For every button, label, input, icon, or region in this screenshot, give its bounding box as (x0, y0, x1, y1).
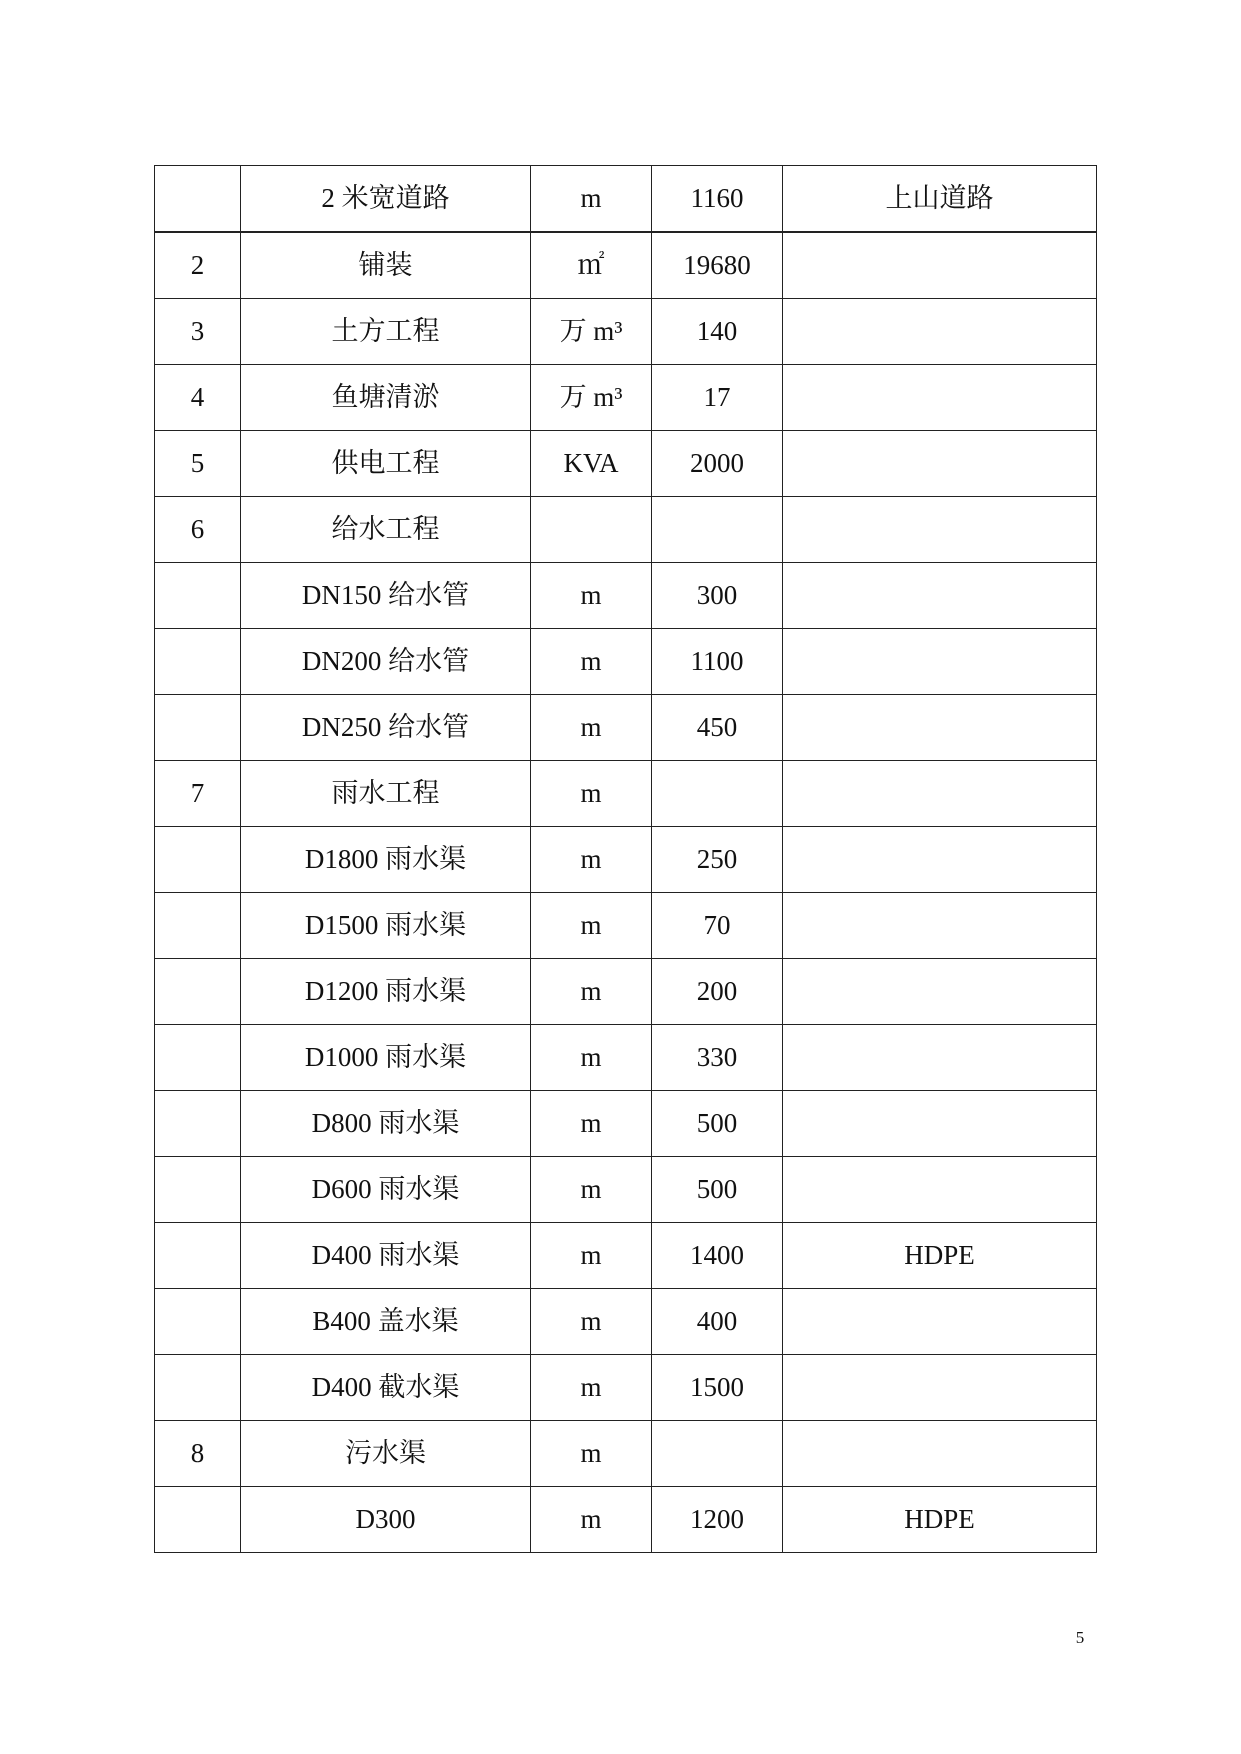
quantity-cell: 2000 (652, 431, 783, 497)
table-row (155, 166, 1097, 233)
unit-cell: m (531, 959, 652, 1025)
note-cell (783, 232, 1097, 299)
quantity-cell: 70 (652, 893, 783, 959)
note-cell (783, 497, 1097, 563)
quantity-cell: 250 (652, 827, 783, 893)
row-number-cell (155, 629, 241, 695)
note-cell (783, 695, 1097, 761)
quantity-cell: 19680 (652, 232, 783, 299)
note-cell (783, 827, 1097, 893)
table-row (155, 827, 1097, 893)
row-number-cell (155, 563, 241, 629)
note-cell (783, 1289, 1097, 1355)
note-cell: 上山道路 (783, 166, 1097, 233)
item-name-cell: B400 盖水渠 (241, 1289, 531, 1355)
item-name-cell: 污水渠 (241, 1421, 531, 1487)
row-number-cell (155, 827, 241, 893)
table-row (155, 431, 1097, 497)
item-name-cell: D400 截水渠 (241, 1355, 531, 1421)
row-number-cell (155, 1091, 241, 1157)
table-row (155, 1487, 1097, 1553)
table-row (155, 232, 1097, 299)
item-name-cell: DN200 给水管 (241, 629, 531, 695)
note-cell (783, 1421, 1097, 1487)
quantity-cell: 1500 (652, 1355, 783, 1421)
unit-cell: m (531, 893, 652, 959)
item-name-cell: D1000 雨水渠 (241, 1025, 531, 1091)
row-number-cell: 5 (155, 431, 241, 497)
note-cell (783, 365, 1097, 431)
note-cell (783, 761, 1097, 827)
unit-cell: m (531, 1091, 652, 1157)
quantity-cell (652, 1421, 783, 1487)
unit-cell: m (531, 629, 652, 695)
quantity-cell (652, 761, 783, 827)
unit-cell: 万 m³ (531, 365, 652, 431)
table-row (155, 563, 1097, 629)
quantity-cell: 300 (652, 563, 783, 629)
unit-cell: ㎡ (531, 232, 652, 299)
quantity-cell: 140 (652, 299, 783, 365)
note-cell (783, 1025, 1097, 1091)
quantity-cell: 200 (652, 959, 783, 1025)
table-row (155, 959, 1097, 1025)
table-row (155, 893, 1097, 959)
table-row (155, 629, 1097, 695)
unit-cell: m (531, 695, 652, 761)
item-name-cell: DN150 给水管 (241, 563, 531, 629)
unit-cell: m (531, 1157, 652, 1223)
row-number-cell (155, 1289, 241, 1355)
item-name-cell: D1800 雨水渠 (241, 827, 531, 893)
unit-cell: m (531, 563, 652, 629)
item-name-cell: D1500 雨水渠 (241, 893, 531, 959)
unit-cell: KVA (531, 431, 652, 497)
row-number-cell (155, 959, 241, 1025)
item-name-cell: 土方工程 (241, 299, 531, 365)
unit-cell: m (531, 1421, 652, 1487)
item-name-cell: 给水工程 (241, 497, 531, 563)
note-cell: HDPE (783, 1487, 1097, 1553)
item-name-cell: D300 (241, 1487, 531, 1553)
unit-cell: m (531, 166, 652, 233)
note-cell (783, 959, 1097, 1025)
item-name-cell: D600 雨水渠 (241, 1157, 531, 1223)
row-number-cell: 8 (155, 1421, 241, 1487)
note-cell: HDPE (783, 1223, 1097, 1289)
quantity-cell: 1160 (652, 166, 783, 233)
quantity-cell: 500 (652, 1091, 783, 1157)
quantity-cell (652, 497, 783, 563)
row-number-cell (155, 1223, 241, 1289)
note-cell (783, 893, 1097, 959)
item-name-cell: 鱼塘清淤 (241, 365, 531, 431)
quantity-cell: 17 (652, 365, 783, 431)
row-number-cell: 4 (155, 365, 241, 431)
table-row (155, 1025, 1097, 1091)
row-number-cell (155, 1157, 241, 1223)
unit-cell (531, 497, 652, 563)
table-row (155, 761, 1097, 827)
row-number-cell: 6 (155, 497, 241, 563)
table-row (155, 1091, 1097, 1157)
item-name-cell: 供电工程 (241, 431, 531, 497)
row-number-cell (155, 166, 241, 233)
item-name-cell: DN250 给水管 (241, 695, 531, 761)
table-row (155, 695, 1097, 761)
quantity-cell: 1400 (652, 1223, 783, 1289)
page-number: 5 (1075, 1628, 1085, 1647)
note-cell (783, 1355, 1097, 1421)
note-cell (783, 299, 1097, 365)
note-cell (783, 629, 1097, 695)
table-row (155, 1289, 1097, 1355)
unit-cell: m (531, 1289, 652, 1355)
unit-cell: 万 m³ (531, 299, 652, 365)
unit-cell: m (531, 1025, 652, 1091)
table-row (155, 1223, 1097, 1289)
note-cell (783, 563, 1097, 629)
row-number-cell (155, 1355, 241, 1421)
note-cell (783, 1157, 1097, 1223)
row-number-cell: 7 (155, 761, 241, 827)
quantities-table (154, 165, 1097, 1553)
item-name-cell: D800 雨水渠 (241, 1091, 531, 1157)
unit-cell: m (531, 761, 652, 827)
table-row (155, 497, 1097, 563)
table-row (155, 365, 1097, 431)
row-number-cell (155, 1025, 241, 1091)
unit-cell: m (531, 1355, 652, 1421)
row-number-cell (155, 695, 241, 761)
unit-cell: m (531, 827, 652, 893)
quantity-cell: 330 (652, 1025, 783, 1091)
row-number-cell (155, 893, 241, 959)
row-number-cell: 2 (155, 232, 241, 299)
table-row (155, 1157, 1097, 1223)
quantities-table-body (155, 166, 1097, 1553)
row-number-cell (155, 1487, 241, 1553)
quantity-cell: 500 (652, 1157, 783, 1223)
table-row (155, 1421, 1097, 1487)
item-name-cell: 雨水工程 (241, 761, 531, 827)
quantity-cell: 1100 (652, 629, 783, 695)
quantity-cell: 400 (652, 1289, 783, 1355)
quantity-cell: 450 (652, 695, 783, 761)
note-cell (783, 431, 1097, 497)
unit-cell: m (531, 1487, 652, 1553)
quantity-cell: 1200 (652, 1487, 783, 1553)
unit-cell: m (531, 1223, 652, 1289)
row-number-cell: 3 (155, 299, 241, 365)
item-name-cell: 铺装 (241, 232, 531, 299)
note-cell (783, 1091, 1097, 1157)
item-name-cell: 2 米宽道路 (241, 166, 531, 233)
table-row (155, 1355, 1097, 1421)
item-name-cell: D1200 雨水渠 (241, 959, 531, 1025)
item-name-cell: D400 雨水渠 (241, 1223, 531, 1289)
table-row (155, 299, 1097, 365)
